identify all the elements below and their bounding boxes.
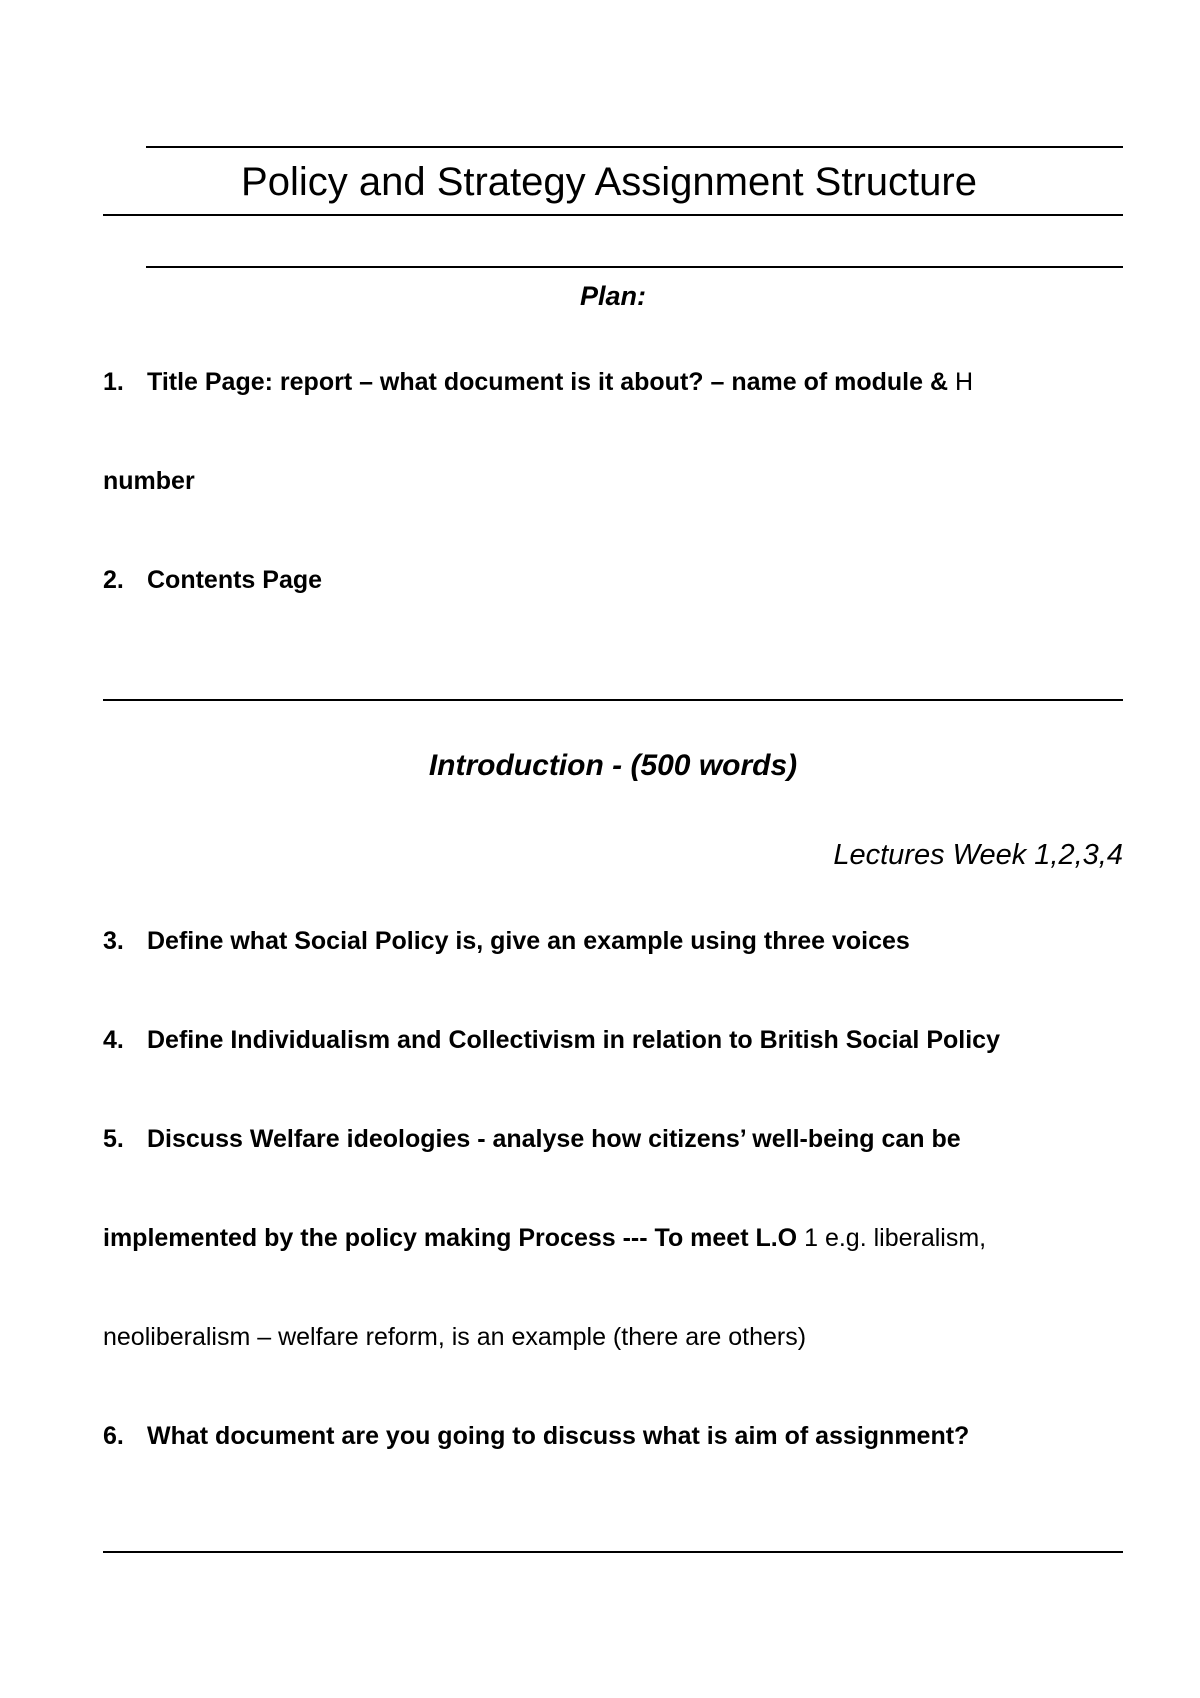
list-item-1-continuation: number [103, 467, 195, 495]
list-item-1-number: 1. [103, 368, 124, 396]
list-item-5-continuation-1 [103, 1226, 986, 1251]
list-item-1-text-normal: H [954, 368, 974, 396]
list-item-1-text: Title Page: report – what document is it about? – name of module & [147, 368, 949, 396]
list-item-5-text: Discuss Welfare ideologies - analyse how citizens’ well-being can be [147, 1125, 961, 1153]
plan-heading: Plan: [579, 281, 646, 311]
list-item-1 [103, 370, 973, 395]
introduction-heading: Introduction - (500 words) [428, 749, 798, 782]
list-item-5-continuation-2: neoliberalism – welfare reform, is an example (there are others) [103, 1323, 807, 1351]
list-item-6-text: What document are you going to discuss what is aim of assignment? [147, 1422, 970, 1450]
list-item-3-text: Define what Social Policy is, give an example using three voices [147, 927, 910, 955]
list-item-5-number: 5. [103, 1125, 124, 1153]
list-item-5 [103, 1127, 961, 1152]
plan-top-rule [146, 266, 1123, 268]
list-item-2-number: 2. [103, 566, 124, 594]
list-item-4-text: Define Individualism and Collectivism in relation to British Social Policy [147, 1026, 1000, 1054]
title-top-rule [146, 146, 1123, 148]
list-item-4-number: 4. [103, 1026, 124, 1054]
list-item-2-text: Contents Page [147, 566, 323, 594]
section-divider-2 [103, 1551, 1123, 1553]
title-bottom-rule [103, 214, 1123, 216]
list-item-3-number: 3. [103, 927, 124, 955]
section-divider-1 [103, 699, 1123, 701]
list-item-6-number: 6. [103, 1422, 124, 1450]
page-title: Policy and Strategy Assignment Structure [241, 160, 977, 204]
list-item-5-continuation-bold: implemented by the policy making Process --- To meet L.O [103, 1224, 798, 1252]
list-item-5-continuation-normal: 1 e.g. liberalism, [804, 1224, 987, 1252]
list-item-2 [103, 568, 322, 593]
lectures-note: Lectures Week 1,2,3,4 [833, 839, 1123, 871]
list-item-4 [103, 1028, 1000, 1053]
list-item-3 [103, 929, 910, 954]
list-item-6 [103, 1424, 969, 1449]
